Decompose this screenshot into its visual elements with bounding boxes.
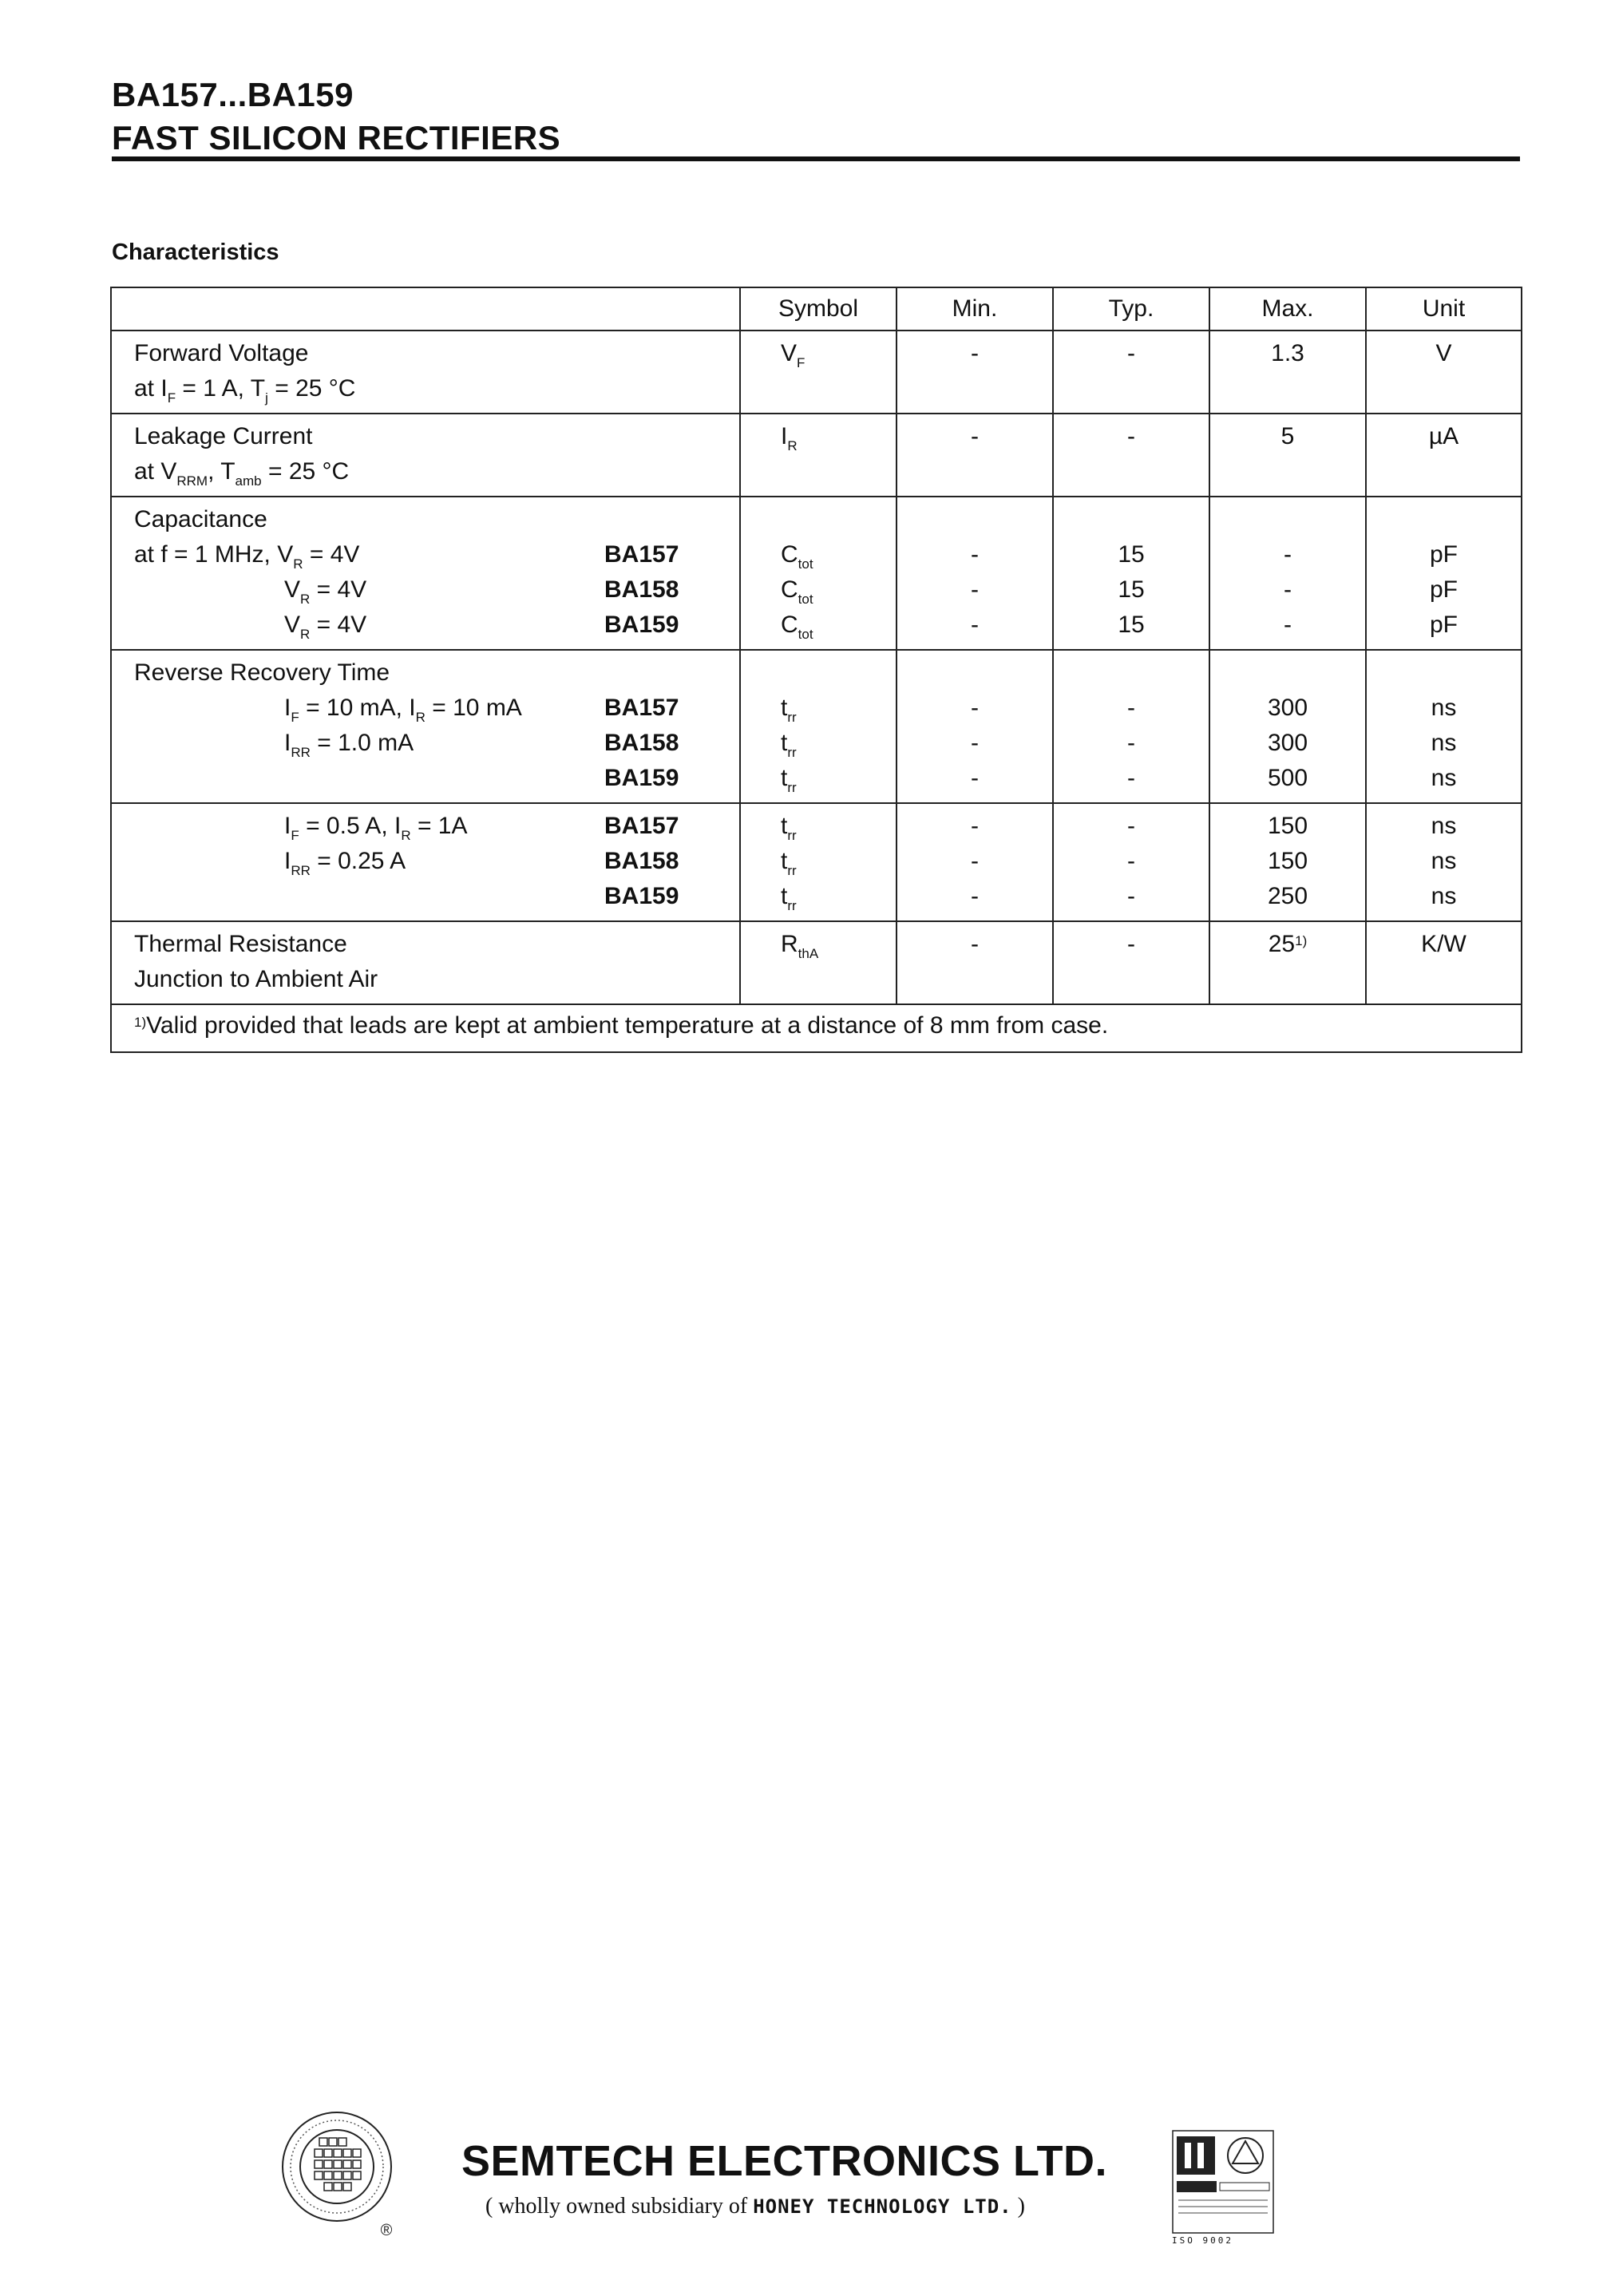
header-rule — [112, 156, 1520, 161]
forward-voltage-symbol: $V_F$ — [740, 331, 897, 414]
variant-label: BA158 — [604, 730, 679, 756]
reverse-recovery-min-1: - - - — [897, 650, 1053, 803]
thermal-resistance-label: Thermal Resistance — [134, 931, 347, 957]
reverse-recovery-symbol-1: $t_{rr}$ $t_{rr}$ $t_{rr}$ — [740, 650, 897, 803]
reverse-recovery-condition-2: $I_{RR} = 1.0$ mA — [284, 730, 414, 760]
reverse-recovery-condition-3: $I_F = 0.5$ A, $I_R = 1A$ — [284, 813, 468, 843]
forward-voltage-min: - — [897, 331, 1053, 414]
capacitance-unit: pF pF pF — [1366, 497, 1522, 650]
document-header — [112, 73, 560, 160]
variant-label: BA159 — [604, 883, 679, 909]
variant-label: BA158 — [604, 576, 679, 603]
capacitance-max: - - - — [1209, 497, 1366, 650]
unit-header: Unit — [1366, 287, 1522, 331]
forward-voltage-row — [111, 331, 1522, 414]
reverse-recovery-unit-2: ns ns ns — [1366, 803, 1522, 921]
characteristics-table — [110, 287, 1522, 1053]
leakage-current-min: - — [897, 414, 1053, 497]
forward-voltage-param — [111, 331, 740, 414]
capacitance-param — [111, 497, 596, 650]
company-subsidiary-line: ( wholly owned subsidiary of HONEY TECHNOLOGY LTD. ) — [485, 2194, 1025, 2219]
thermal-resistance-row — [111, 921, 1522, 1004]
capacitance-symbol: $C_{tot}$ $C_{tot}$ $C_{tot}$ — [740, 497, 897, 650]
thermal-resistance-typ: - — [1053, 921, 1209, 1004]
reverse-recovery-param-2 — [111, 803, 596, 921]
footnote — [111, 1004, 1522, 1052]
reverse-recovery-condition-1: $I_F = 10$ mA, $I_R = 10$ mA — [284, 695, 522, 725]
forward-voltage-label: Forward Voltage — [134, 340, 309, 366]
variant-label: BA158 — [604, 848, 679, 874]
reverse-recovery-condition-4: $I_{RR} = 0.25$ A — [284, 848, 406, 878]
thermal-resistance-param — [111, 921, 740, 1004]
thermal-resistance-max: 25$^{1)}$ — [1209, 921, 1366, 1004]
company-name: SEMTECH ELECTRONICS LTD. — [461, 2137, 1108, 2185]
thermal-resistance-symbol: $R_{thA}$ — [740, 921, 897, 1004]
thermal-resistance-min: - — [897, 921, 1053, 1004]
registered-mark: ® — [380, 2222, 393, 2239]
document-title: FAST SILICON RECTIFIERS — [112, 119, 561, 156]
footnote-row — [111, 1004, 1522, 1052]
parent-company: HONEY TECHNOLOGY LTD. — [753, 2195, 1012, 2218]
variant-label: BA157 — [604, 541, 679, 568]
leakage-current-symbol: $I_R$ — [740, 414, 897, 497]
capacitance-min: - - - — [897, 497, 1053, 650]
leakage-current-unit: µA — [1366, 414, 1522, 497]
variant-label: BA157 — [604, 813, 679, 839]
semtech-logo-icon — [278, 2108, 410, 2240]
capacitance-typ: 15 15 15 — [1053, 497, 1209, 650]
footnote-mark: 1) — [134, 1015, 147, 1030]
certification-badge-icon — [1172, 2130, 1274, 2234]
reverse-recovery-unit-1: ns ns ns — [1366, 650, 1522, 803]
reverse-recovery-variants-2 — [596, 803, 740, 921]
thermal-resistance-sublabel: Junction to Ambient Air — [134, 966, 378, 992]
variant-label: BA159 — [604, 612, 679, 638]
leakage-current-label: Leakage Current — [134, 423, 313, 449]
reverse-recovery-min-2: - - - — [897, 803, 1053, 921]
forward-voltage-typ: - — [1053, 331, 1209, 414]
thermal-resistance-unit: K/W — [1366, 921, 1522, 1004]
forward-voltage-unit: V — [1366, 331, 1522, 414]
table-header-row — [111, 287, 1522, 331]
reverse-recovery-row-2 — [111, 803, 1522, 921]
leakage-current-param — [111, 414, 740, 497]
max-header: Max. — [1209, 287, 1366, 331]
reverse-recovery-typ-2: - - - — [1053, 803, 1209, 921]
min-header: Min. — [897, 287, 1053, 331]
capacitance-condition-2: $V_R = 4V$ — [284, 576, 367, 607]
forward-voltage-condition: at $I_F = 1$ A, $T_j = 25$ °C — [134, 375, 356, 406]
symbol-header: Symbol — [740, 287, 897, 331]
capacitance-label: Capacitance — [134, 506, 267, 532]
reverse-recovery-label: Reverse Recovery Time — [134, 659, 390, 686]
capacitance-row — [111, 497, 1522, 650]
leakage-current-condition: at $V_{RRM}$, $T_{amb} = 25$ °C — [134, 458, 350, 489]
variant-label: BA159 — [604, 765, 679, 791]
footnote-text: Valid provided that leads are kept at ambient temperature at a distance of 8 mm from case. — [146, 1012, 1109, 1039]
param-header — [111, 287, 740, 331]
reverse-recovery-variants-1 — [596, 650, 740, 803]
section-title: Characteristics — [112, 239, 279, 265]
leakage-current-typ: - — [1053, 414, 1209, 497]
leakage-current-row — [111, 414, 1522, 497]
reverse-recovery-param-1 — [111, 650, 596, 803]
capacitance-variants — [596, 497, 740, 650]
part-number-range: BA157...BA159 — [112, 76, 354, 113]
reverse-recovery-max-1: 300 300 500 — [1209, 650, 1366, 803]
forward-voltage-max: 1.3 — [1209, 331, 1366, 414]
capacitance-condition-3: $V_R = 4V$ — [284, 612, 367, 642]
reverse-recovery-max-2: 150 150 250 — [1209, 803, 1366, 921]
typ-header: Typ. — [1053, 287, 1209, 331]
reverse-recovery-symbol-2: $t_{rr}$ $t_{rr}$ $t_{rr}$ — [740, 803, 897, 921]
iso-certification-text: ISO 9002 — [1172, 2235, 1233, 2246]
reverse-recovery-row-1 — [111, 650, 1522, 803]
leakage-current-max: 5 — [1209, 414, 1366, 497]
capacitance-condition-1: at f = 1 MHz, $V_R = 4V$ — [134, 541, 360, 572]
reverse-recovery-typ-1: - - - — [1053, 650, 1209, 803]
variant-label: BA157 — [604, 695, 679, 721]
